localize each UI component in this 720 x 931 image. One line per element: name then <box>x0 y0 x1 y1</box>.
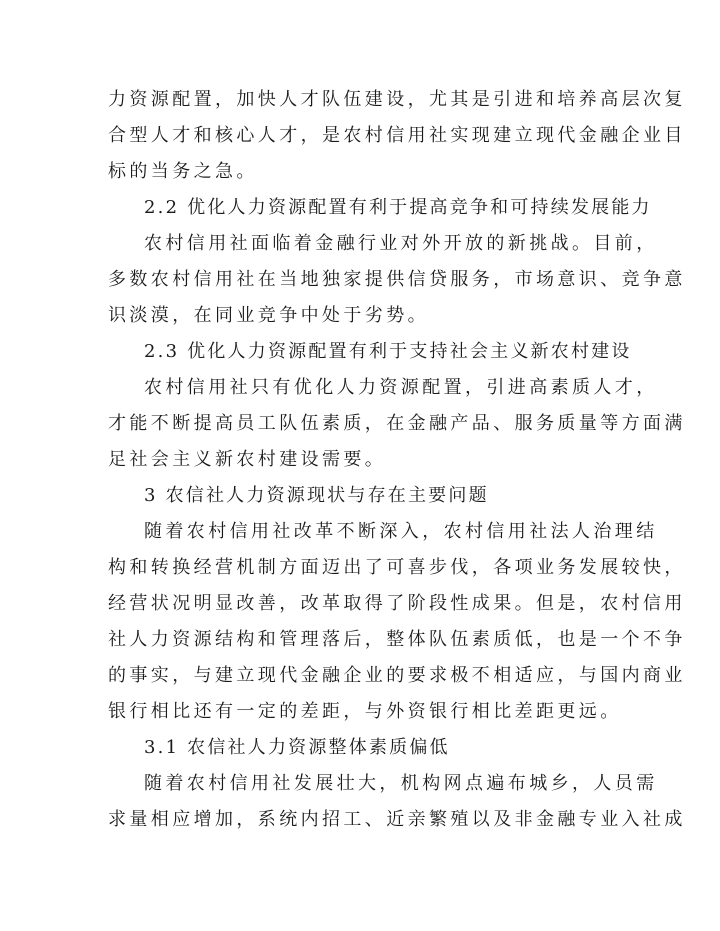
paragraph-line: 力资源配置，加快人才队伍建设，尤其是引进和培养高层次复 <box>108 89 686 110</box>
paragraph-line: 构和转换经营机制方面迈出了可喜步伐，各项业务发展较快， <box>108 557 686 578</box>
section-heading-3: 3 农信社人力资源现状与存在主要问题 <box>144 485 489 506</box>
paragraph-line: 随着农村信用社改革不断深入，农村信用社法人治理结 <box>144 521 658 542</box>
paragraph-line: 社人力资源结构和管理落后，整体队伍素质低，也是一个不争 <box>108 629 686 650</box>
paragraph-line: 才能不断提高员工队伍素质，在金融产品、服务质量等方面满 <box>108 413 686 434</box>
paragraph-line: 农村信用社只有优化人力资源配置，引进高素质人才， <box>144 377 658 398</box>
paragraph-line: 求量相应增加，系统内招工、近亲繁殖以及非金融专业入社成 <box>108 809 686 830</box>
paragraph-line: 随着农村信用社发展壮大，机构网点遍布城乡，人员需 <box>144 773 658 794</box>
paragraph-line: 多数农村信用社在当地独家提供信贷服务，市场意识、竞争意 <box>108 269 686 290</box>
section-heading-2-3: 2.3 优化人力资源配置有利于支持社会主义新农村建设 <box>144 341 632 362</box>
paragraph-line: 银行相比还有一定的差距，与外资银行相比差距更远。 <box>108 701 622 722</box>
section-heading-2-2: 2.2 优化人力资源配置有利于提高竞争和可持续发展能力 <box>144 197 652 218</box>
paragraph-line: 的事实，与建立现代金融企业的要求极不相适应，与国内商业 <box>108 665 686 686</box>
paragraph-line: 识淡漠，在同业竞争中处于劣势。 <box>108 305 429 326</box>
paragraph-line: 合型人才和核心人才，是农村信用社实现建立现代金融企业目 <box>108 125 686 146</box>
section-heading-3-1: 3.1 农信社人力资源整体素质偏低 <box>144 737 450 758</box>
paragraph-line: 足社会主义新农村建设需要。 <box>108 449 387 470</box>
paragraph-line: 标的当务之急。 <box>108 161 258 182</box>
paragraph-line: 农村信用社面临着金融行业对外开放的新挑战。目前， <box>144 233 658 254</box>
paragraph-line: 经营状况明显改善，改革取得了阶段性成果。但是，农村信用 <box>108 593 686 614</box>
